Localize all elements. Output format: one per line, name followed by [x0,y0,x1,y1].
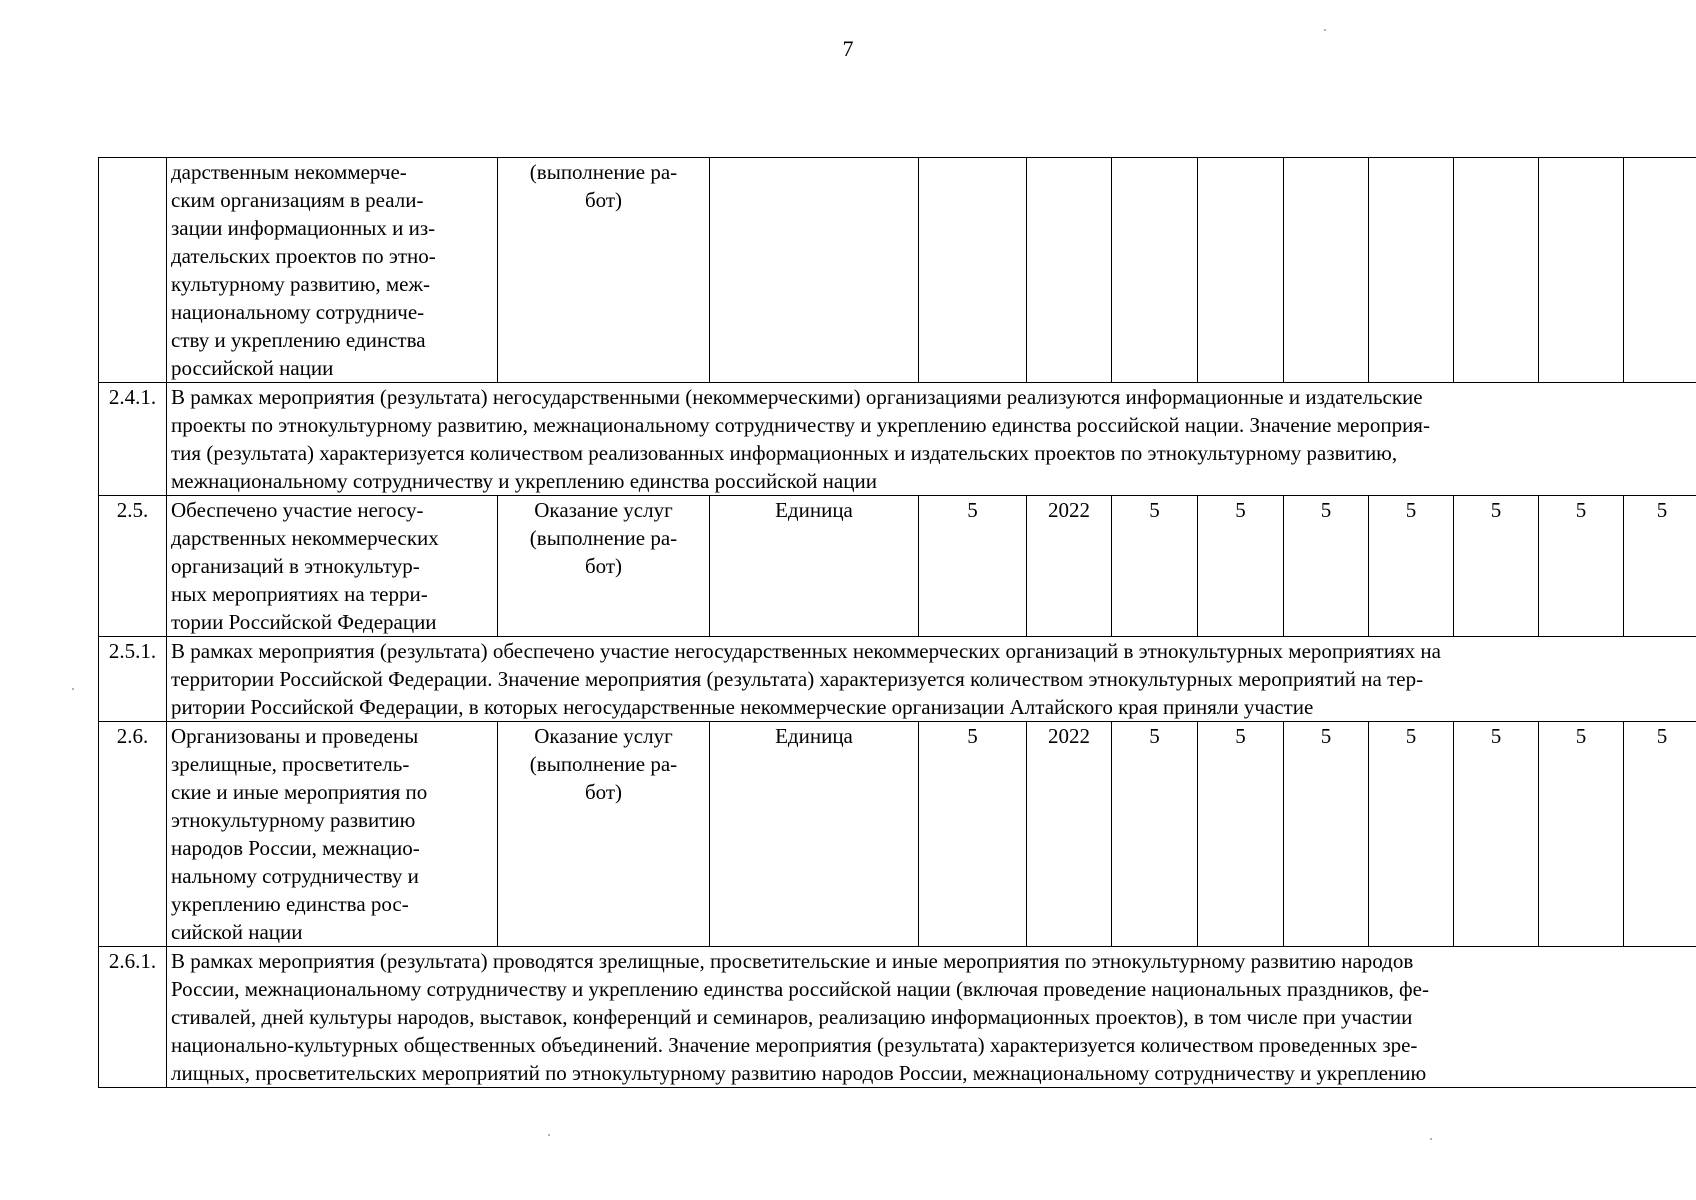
row-number: 2.4.1. [99,383,167,496]
measure-name-line: укреплению единства рос- [171,892,409,916]
table-row [99,158,1696,383]
value-cell: 5 [1198,722,1284,947]
measure-type [498,158,710,383]
measure-unit: Единица [710,722,919,947]
measure-type-line: бот) [584,780,623,804]
value-cell: 5 [1624,722,1696,947]
value-cell: 5 [1284,496,1369,637]
scan-speck [548,1134,550,1136]
measure-name-line: национальному сотрудниче- [171,300,425,324]
value-cell: 5 [1198,496,1284,637]
value-cell: 5 [1369,496,1454,637]
value-cell: 5 [1112,496,1198,637]
description-line: России, межнациональному сотрудничеству и укреплению единства российской нации (включая проведение национальных праздников, фе- [171,977,1429,1001]
measure-unit [710,158,919,383]
row-number [99,158,167,383]
description-line: тия (результата) характеризуется количеством реализованных информационных и издательских проектов по этнокультурному развитию, [171,441,1398,465]
measure-name-line: ским организациям в реали- [171,188,424,212]
measure-description [167,637,1696,722]
value-cell: 5 [919,496,1027,637]
measure-type-line: (выполнение ра- [529,160,678,184]
measure-name [167,722,498,947]
description-row [99,383,1696,496]
measure-type-line: бот) [584,554,623,578]
value-cell [1369,158,1454,383]
measure-description [167,383,1696,496]
measure-type [498,722,710,947]
description-line: В рамках мероприятия (результата) негосударственными (некоммерческими) организациями реализуются информационные и издательские [171,385,1423,409]
value-cell [1284,158,1369,383]
value-cell [1112,158,1198,383]
measure-name-line: организаций в этнокультур- [171,554,420,578]
value-cell: 2022 [1027,722,1112,947]
measure-name-line: дарственных некоммерческих [171,526,439,550]
measure-type-line: Оказание услуг [534,724,673,748]
value-cell [1454,158,1539,383]
measure-name-line: российской нации [171,356,334,380]
row-number: 2.5.1. [99,637,167,722]
value-cell: 5 [1539,496,1624,637]
row-number: 2.6. [99,722,167,947]
measure-name [167,158,498,383]
measure-name-line: нальному сотрудничеству и [171,864,419,888]
measure-unit: Единица [710,496,919,637]
measure-name-line: Обеспечено участие негосу- [171,498,424,522]
measure-name-line: ские и иные мероприятия по [171,780,428,804]
measure-type-line: Оказание услуг [534,498,673,522]
description-line: ритории Российской Федерации, в которых негосударственные некоммерческие организации Алтайского края приняли участие [171,695,1314,719]
measure-name-line: ству и укреплению единства [171,328,426,352]
measure-name-line: ных мероприятиях на терри- [171,582,428,606]
value-cell: 5 [1454,496,1539,637]
page-number: 7 [842,36,854,61]
measures-table [98,157,1696,1088]
measure-name-line: Организованы и проведены [171,724,419,748]
value-cell: 5 [1284,722,1369,947]
value-cell: 5 [1112,722,1198,947]
value-cell [1027,158,1112,383]
measure-name-line: дарственным некоммерче- [171,160,407,184]
value-cell: 5 [1539,722,1624,947]
row-number: 2.6.1. [99,947,167,1088]
measure-type-line: (выполнение ра- [529,752,678,776]
value-cell: 2022 [1027,496,1112,637]
description-line: проекты по этнокультурному развитию, межнациональному сотрудничеству и укреплению единства российской нации. Значение мероприя- [171,413,1430,437]
measure-name-line: культурному развитию, меж- [171,272,431,296]
value-cell: 5 [1624,496,1696,637]
measure-name-line: зрелищные, просветитель- [171,752,410,776]
value-cell [1198,158,1284,383]
scan-speck [72,688,74,690]
value-cell [919,158,1027,383]
measure-name [167,496,498,637]
value-cell: 5 [1454,722,1539,947]
description-line: лищных, просветительских мероприятий по этнокультурному развитию народов России, межнациональному сотрудничеству и укреплению [171,1061,1427,1085]
description-line: В рамках мероприятия (результата) проводятся зрелищные, просветительские и иные мероприятия по этнокультурному развитию народов [171,949,1414,973]
description-line: В рамках мероприятия (результата) обеспечено участие негосударственных некоммерческих организаций в этнокультурных мероприятиях на [171,639,1441,663]
description-line: национально-культурных общественных объединений. Значение мероприятия (результата) характеризуется количеством проведенных зре- [171,1033,1418,1057]
measure-name-line: сийской нации [171,920,303,944]
measure-name-line: этнокультурному развитию [171,808,416,832]
value-cell [1624,158,1696,383]
measure-name-line: дательских проектов по этно- [171,244,436,268]
measure-type [498,496,710,637]
measure-name-line: народов России, межнацио- [171,836,420,860]
measure-name-line: тории Российской Федерации [171,610,437,634]
measure-type-line: бот) [584,188,623,212]
description-row [99,637,1696,722]
measure-name-line: зации информационных и из- [171,216,436,240]
row-number: 2.5. [99,496,167,637]
table-row [99,496,1696,637]
measure-type-line: (выполнение ра- [529,526,678,550]
value-cell: 5 [919,722,1027,947]
scan-speck [1324,29,1326,31]
description-line: межнациональному сотрудничеству и укреплению единства российской нации [171,469,877,493]
description-line: стивалей, дней культуры народов, выставок, конференций и семинаров, реализацию информационных проектов), в том числе при участии [171,1005,1413,1029]
scan-speck [1430,1138,1432,1140]
value-cell: 5 [1369,722,1454,947]
measure-description [167,947,1696,1088]
description-row [99,947,1696,1088]
table-row [99,722,1696,947]
value-cell [1539,158,1624,383]
description-line: территории Российской Федерации. Значение мероприятия (результата) характеризуется количеством этнокультурных мероприятий на тер- [171,667,1424,691]
